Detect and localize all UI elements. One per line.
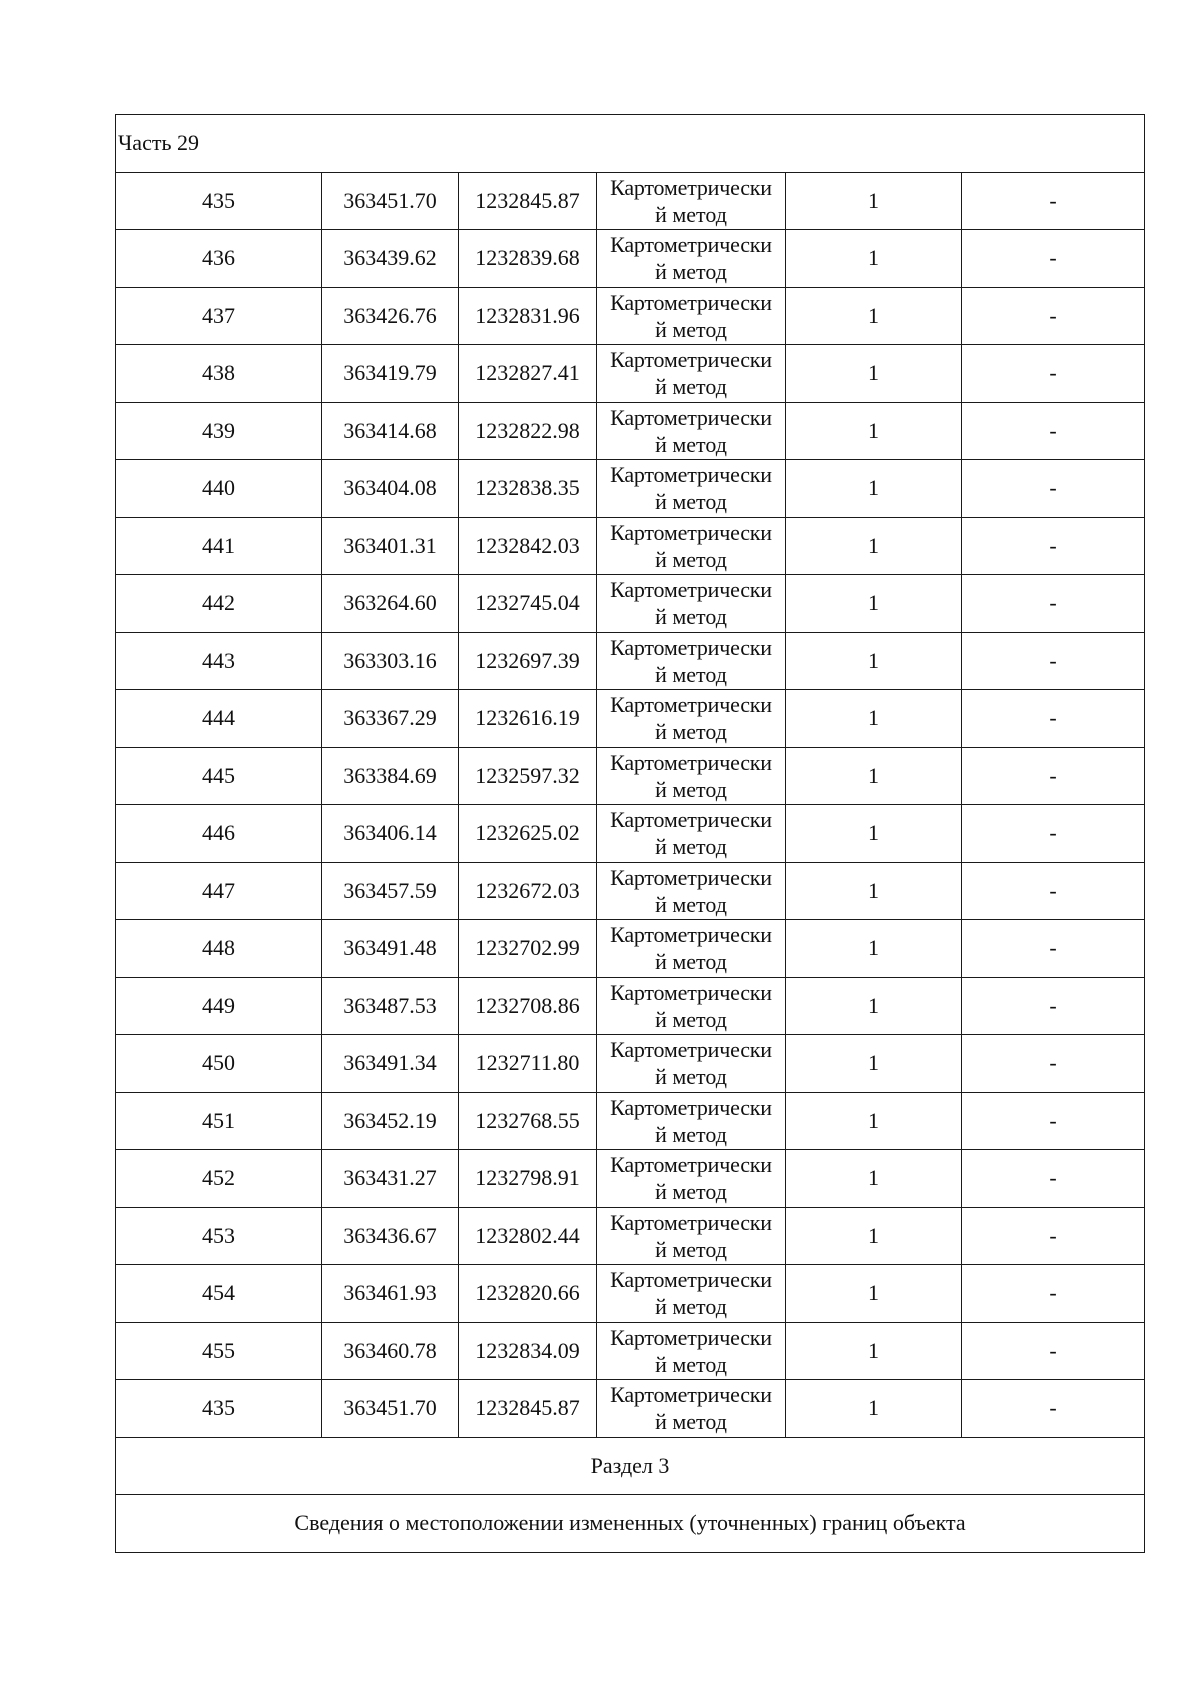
coordinate-x: 363487.53 (322, 977, 459, 1035)
method-text-line1: Картометрически (610, 1324, 772, 1350)
method-text-line1: Картометрически (610, 1382, 772, 1408)
description-value: - (962, 460, 1145, 518)
accuracy-value: 1 (786, 690, 962, 748)
method-text-line2: й метод (655, 834, 727, 860)
coordinate-y: 1232838.35 (459, 460, 597, 518)
accuracy-value: 1 (786, 632, 962, 690)
description-value: - (962, 1207, 1145, 1265)
method-text-line2: й метод (655, 374, 727, 400)
method-text-line2: й метод (655, 661, 727, 687)
method-text-line1: Картометрически (610, 232, 772, 258)
description-value: - (962, 632, 1145, 690)
method-text-line2: й метод (655, 489, 727, 515)
point-number: 453 (116, 1207, 322, 1265)
coordinate-y: 1232842.03 (459, 517, 597, 575)
method-cell (597, 1380, 786, 1438)
coordinate-y: 1232745.04 (459, 575, 597, 633)
coordinate-y: 1232702.99 (459, 920, 597, 978)
description-value: - (962, 1092, 1145, 1150)
coordinate-x: 363414.68 (322, 402, 459, 460)
point-number: 437 (116, 287, 322, 345)
method-cell (597, 172, 786, 230)
coordinate-x: 363460.78 (322, 1322, 459, 1380)
point-number: 450 (116, 1035, 322, 1093)
method-cell (597, 287, 786, 345)
coordinate-y: 1232798.91 (459, 1150, 597, 1208)
method-cell (597, 1322, 786, 1380)
coordinate-y: 1232845.87 (459, 1380, 597, 1438)
description-value: - (962, 1150, 1145, 1208)
description-value: - (962, 1322, 1145, 1380)
method-text-line1: Картометрически (610, 519, 772, 545)
table-row (116, 862, 1145, 920)
coordinate-x: 363404.08 (322, 460, 459, 518)
method-text-line1: Картометрически (610, 749, 772, 775)
coordinate-x: 363419.79 (322, 345, 459, 403)
method-text-line2: й метод (655, 776, 727, 802)
method-text-line2: й метод (655, 719, 727, 745)
coordinate-x: 363439.62 (322, 230, 459, 288)
point-number: 440 (116, 460, 322, 518)
method-text-line2: й метод (655, 316, 727, 342)
method-text-line1: Картометрически (610, 1267, 772, 1293)
point-number: 439 (116, 402, 322, 460)
description-value: - (962, 287, 1145, 345)
table-row (116, 805, 1145, 863)
method-text-line1: Картометрически (610, 1094, 772, 1120)
coordinate-y: 1232708.86 (459, 977, 597, 1035)
method-cell (597, 805, 786, 863)
coordinate-x: 363451.70 (322, 1380, 459, 1438)
accuracy-value: 1 (786, 575, 962, 633)
description-value: - (962, 690, 1145, 748)
accuracy-value: 1 (786, 172, 962, 230)
description-value: - (962, 172, 1145, 230)
method-text-line2: й метод (655, 604, 727, 630)
coordinate-y: 1232802.44 (459, 1207, 597, 1265)
coordinate-y: 1232625.02 (459, 805, 597, 863)
point-number: 449 (116, 977, 322, 1035)
method-text-line1: Картометрически (610, 404, 772, 430)
method-text-line1: Картометрически (610, 462, 772, 488)
method-text-line1: Картометрически (610, 174, 772, 200)
method-cell (597, 977, 786, 1035)
accuracy-value: 1 (786, 402, 962, 460)
point-number: 438 (116, 345, 322, 403)
accuracy-value: 1 (786, 920, 962, 978)
table-row (116, 690, 1145, 748)
table-row (116, 632, 1145, 690)
coordinate-y: 1232672.03 (459, 862, 597, 920)
method-text-line1: Картометрически (610, 864, 772, 890)
coordinate-x: 363431.27 (322, 1150, 459, 1208)
coordinate-y: 1232697.39 (459, 632, 597, 690)
method-text-line2: й метод (655, 1006, 727, 1032)
table-row (116, 1150, 1145, 1208)
method-text-line1: Картометрически (610, 289, 772, 315)
description-value: - (962, 402, 1145, 460)
accuracy-value: 1 (786, 977, 962, 1035)
table-row (116, 1092, 1145, 1150)
accuracy-value: 1 (786, 1150, 962, 1208)
coordinate-x: 363451.70 (322, 172, 459, 230)
coordinate-y: 1232768.55 (459, 1092, 597, 1150)
coordinate-x: 363426.76 (322, 287, 459, 345)
coordinate-y: 1232845.87 (459, 172, 597, 230)
coordinate-y: 1232597.32 (459, 747, 597, 805)
coordinate-x: 363436.67 (322, 1207, 459, 1265)
table-row (116, 575, 1145, 633)
description-value: - (962, 1265, 1145, 1323)
coordinate-y: 1232827.41 (459, 345, 597, 403)
point-number: 436 (116, 230, 322, 288)
description-value: - (962, 575, 1145, 633)
method-text-line2: й метод (655, 1294, 727, 1320)
method-text-line1: Картометрически (610, 807, 772, 833)
method-cell (597, 920, 786, 978)
table-row (116, 920, 1145, 978)
accuracy-value: 1 (786, 1265, 962, 1323)
table-row (116, 172, 1145, 230)
table-row (116, 345, 1145, 403)
method-cell (597, 1150, 786, 1208)
coordinate-x: 363457.59 (322, 862, 459, 920)
table-row (116, 230, 1145, 288)
coordinate-x: 363461.93 (322, 1265, 459, 1323)
coordinate-y: 1232834.09 (459, 1322, 597, 1380)
method-text-line2: й метод (655, 891, 727, 917)
point-number: 441 (116, 517, 322, 575)
method-cell (597, 690, 786, 748)
coordinate-x: 363384.69 (322, 747, 459, 805)
point-number: 444 (116, 690, 322, 748)
coordinate-y: 1232822.98 (459, 402, 597, 460)
method-cell (597, 460, 786, 518)
method-text-line2: й метод (655, 259, 727, 285)
description-value: - (962, 920, 1145, 978)
section-subtitle-row (116, 1495, 1145, 1553)
method-cell (597, 1092, 786, 1150)
point-number: 452 (116, 1150, 322, 1208)
description-value: - (962, 230, 1145, 288)
point-number: 435 (116, 1380, 322, 1438)
table-row (116, 460, 1145, 518)
point-number: 446 (116, 805, 322, 863)
accuracy-value: 1 (786, 747, 962, 805)
table-row (116, 517, 1145, 575)
method-cell (597, 1207, 786, 1265)
description-value: - (962, 345, 1145, 403)
accuracy-value: 1 (786, 345, 962, 403)
method-text-line1: Картометрически (610, 347, 772, 373)
accuracy-value: 1 (786, 1207, 962, 1265)
table-row (116, 747, 1145, 805)
accuracy-value: 1 (786, 287, 962, 345)
table-row (116, 402, 1145, 460)
coordinate-x: 363401.31 (322, 517, 459, 575)
table-footer (116, 1437, 1145, 1552)
point-number: 454 (116, 1265, 322, 1323)
method-cell (597, 345, 786, 403)
part-title: Часть 29 (116, 115, 1145, 173)
point-number: 447 (116, 862, 322, 920)
method-text-line1: Картометрически (610, 922, 772, 948)
accuracy-value: 1 (786, 1092, 962, 1150)
coordinate-y: 1232711.80 (459, 1035, 597, 1093)
method-cell (597, 402, 786, 460)
method-text-line2: й метод (655, 1409, 727, 1435)
method-cell (597, 632, 786, 690)
table-row (116, 1380, 1145, 1438)
point-number: 451 (116, 1092, 322, 1150)
point-number: 443 (116, 632, 322, 690)
method-cell (597, 230, 786, 288)
coordinate-x: 363491.48 (322, 920, 459, 978)
method-cell (597, 575, 786, 633)
section-subtitle: Сведения о местоположении измененных (уточненных) границ объекта (116, 1495, 1145, 1553)
section-title-row (116, 1437, 1145, 1495)
coordinate-x: 363452.19 (322, 1092, 459, 1150)
method-text-line2: й метод (655, 1064, 727, 1090)
method-text-line1: Картометрически (610, 1152, 772, 1178)
accuracy-value: 1 (786, 1380, 962, 1438)
coordinate-y: 1232820.66 (459, 1265, 597, 1323)
table-row (116, 1035, 1145, 1093)
method-cell (597, 517, 786, 575)
table-row (116, 287, 1145, 345)
table-row (116, 1265, 1145, 1323)
description-value: - (962, 977, 1145, 1035)
description-value: - (962, 517, 1145, 575)
description-value: - (962, 1380, 1145, 1438)
table-row (116, 977, 1145, 1035)
description-value: - (962, 1035, 1145, 1093)
coordinate-x: 363303.16 (322, 632, 459, 690)
point-number: 455 (116, 1322, 322, 1380)
coordinate-y: 1232831.96 (459, 287, 597, 345)
coordinate-x: 363367.29 (322, 690, 459, 748)
description-value: - (962, 805, 1145, 863)
method-text-line2: й метод (655, 1179, 727, 1205)
coordinate-x: 363491.34 (322, 1035, 459, 1093)
part-header-row (116, 115, 1145, 173)
method-cell (597, 1035, 786, 1093)
method-text-line1: Картометрически (610, 979, 772, 1005)
method-text-line1: Картометрически (610, 1037, 772, 1063)
accuracy-value: 1 (786, 1322, 962, 1380)
method-cell (597, 862, 786, 920)
accuracy-value: 1 (786, 1035, 962, 1093)
method-text-line2: й метод (655, 1236, 727, 1262)
method-cell (597, 747, 786, 805)
table-body (116, 115, 1145, 1438)
accuracy-value: 1 (786, 805, 962, 863)
method-text-line2: й метод (655, 1351, 727, 1377)
accuracy-value: 1 (786, 460, 962, 518)
coordinates-table (115, 114, 1145, 1553)
coordinate-x: 363264.60 (322, 575, 459, 633)
coordinate-y: 1232616.19 (459, 690, 597, 748)
accuracy-value: 1 (786, 230, 962, 288)
method-text-line2: й метод (655, 1121, 727, 1147)
coordinate-y: 1232839.68 (459, 230, 597, 288)
method-text-line2: й метод (655, 546, 727, 572)
point-number: 442 (116, 575, 322, 633)
section-title: Раздел 3 (116, 1437, 1145, 1495)
description-value: - (962, 862, 1145, 920)
method-text-line1: Картометрически (610, 1209, 772, 1235)
method-text-line1: Картометрически (610, 692, 772, 718)
point-number: 448 (116, 920, 322, 978)
table-row (116, 1207, 1145, 1265)
accuracy-value: 1 (786, 862, 962, 920)
method-text-line2: й метод (655, 201, 727, 227)
method-text-line2: й метод (655, 431, 727, 457)
method-text-line1: Картометрически (610, 577, 772, 603)
table-row (116, 1322, 1145, 1380)
point-number: 445 (116, 747, 322, 805)
description-value: - (962, 747, 1145, 805)
accuracy-value: 1 (786, 517, 962, 575)
coordinate-x: 363406.14 (322, 805, 459, 863)
point-number: 435 (116, 172, 322, 230)
method-text-line2: й метод (655, 949, 727, 975)
method-text-line1: Картометрически (610, 634, 772, 660)
method-cell (597, 1265, 786, 1323)
